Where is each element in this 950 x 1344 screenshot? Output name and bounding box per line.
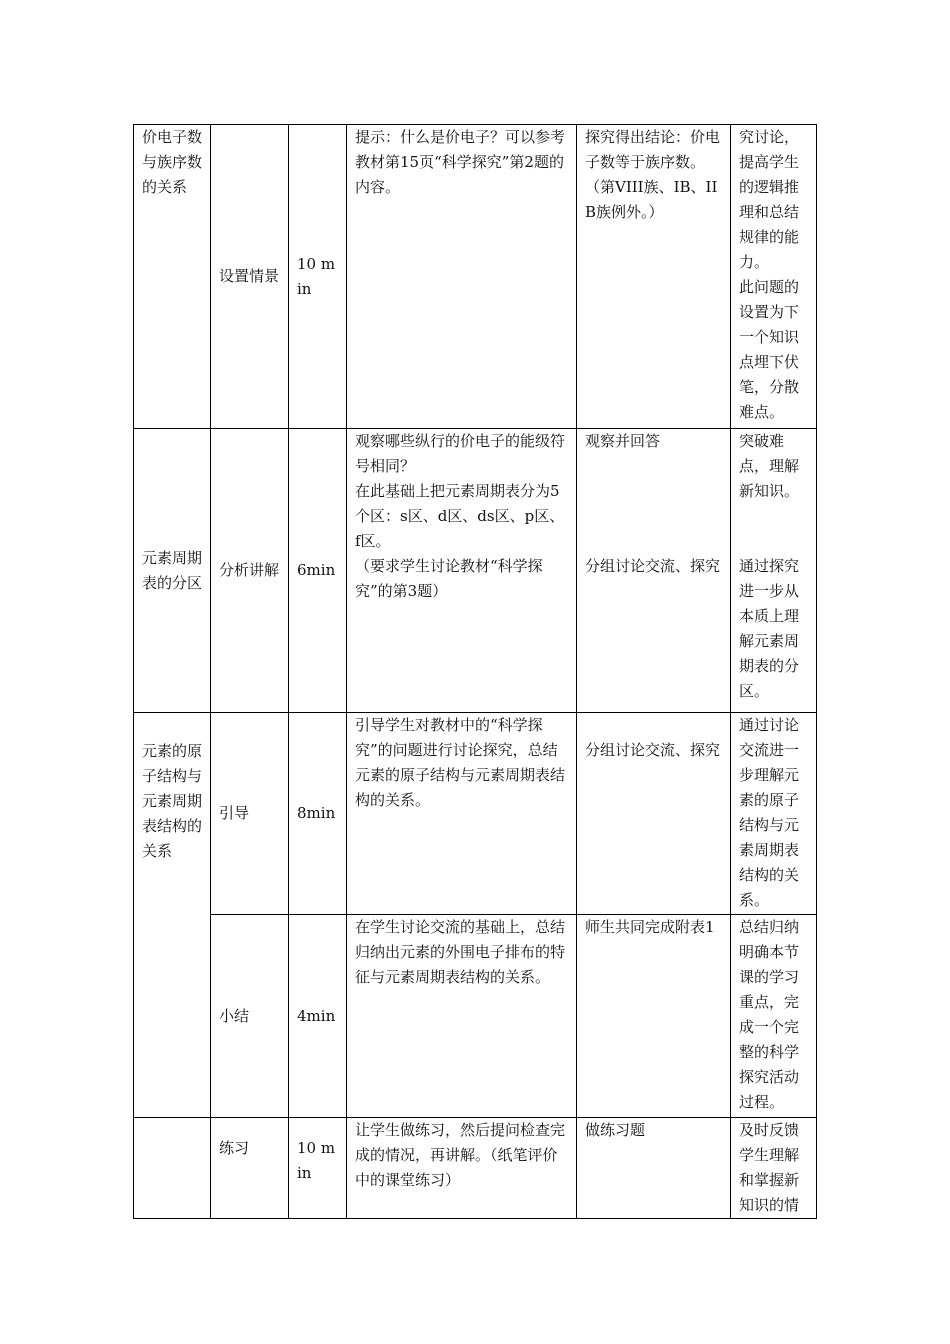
topic-cell: 元素周期表的分区 [134,429,211,713]
design-purpose-cell: 究讨论，提高学生的逻辑推理和总结规律的能力。 此问题的设置为下一个知识点埋下伏笔，分散难点。 [731,125,817,429]
topic-cell [134,713,211,1118]
lesson-plan-table [133,124,817,1219]
student-activity-cell [577,713,731,915]
time-text: 10 min [297,1139,336,1182]
step-cell [211,1118,289,1219]
teacher-activity-cell: 提示：什么是价电子？可以参考教材第15页“科学探究”第2题的内容。 [347,125,577,429]
time-cell: 6min [289,429,347,713]
teacher-activity-cell: 观察哪些纵行的价电子的能级符号相同？ 在此基础上把元素周期表分为5个区：s区、d区、ds区、p区、f区。 （要求学生讨论教材“科学探究”的第3题） [347,429,577,713]
teacher-activity-cell: 引导学生对教材中的“科学探究”的问题进行讨论探究，总结元素的原子结构与元素周期表结构的关系。 [347,713,577,915]
step-cell: 小结 [211,915,289,1118]
design-purpose-text: 突破难点，理解新知识。 [739,432,800,500]
table-row [134,429,817,713]
table-row [134,125,817,429]
time-cell [289,1118,347,1219]
time-cell: 8min [289,713,347,915]
student-activity-text: 分组讨论交流、探究 [585,741,721,759]
topic-cell: 价电子数与族序数的关系 [134,125,211,429]
step-cell: 设置情景 [211,125,289,429]
table-row [134,1118,817,1219]
design-purpose-cell [731,429,817,713]
student-activity-line: 观察并回答 [585,432,661,450]
teacher-activity-cell: 在学生讨论交流的基础上，总结归纳出元素的外围电子排布的特征与元素周期表结构的关系。 [347,915,577,1118]
step-cell: 引导 [211,713,289,915]
topic-text: 元素的原子结构与元素周期表结构的关系 [142,742,203,860]
time-cell: 10 min [289,125,347,429]
student-activity-cell [577,429,731,713]
time-cell: 4min [289,915,347,1118]
teacher-activity-cell: 让学生做练习，然后提问检查完成的情况，再讲解。（纸笔评价中的课堂练习） [347,1118,577,1219]
table-row [134,915,817,1118]
design-purpose-cell: 通过讨论交流进一步理解元素的原子结构与元素周期表结构的关系。 [731,713,817,915]
student-activity-cell: 做练习题 [577,1118,731,1219]
topic-cell [134,1118,211,1219]
design-purpose-cell: 及时反馈学生理解和掌握新知识的情 [731,1118,817,1219]
table-row [134,713,817,915]
student-activity-line: 分组讨论交流、探究 [585,557,721,575]
student-activity-cell: 探究得出结论：价电子数等于族序数。（第VIII族、IB、IIB族例外。） [577,125,731,429]
design-purpose-cell: 总结归纳明确本节课的学习重点，完成一个完整的科学探究活动过程。 [731,915,817,1118]
step-cell: 分析讲解 [211,429,289,713]
student-activity-cell: 师生共同完成附表1 [577,915,731,1118]
design-purpose-text: 通过探究进一步从本质上理解元素周期表的分区。 [739,557,800,700]
step-text: 练习 [219,1139,250,1157]
